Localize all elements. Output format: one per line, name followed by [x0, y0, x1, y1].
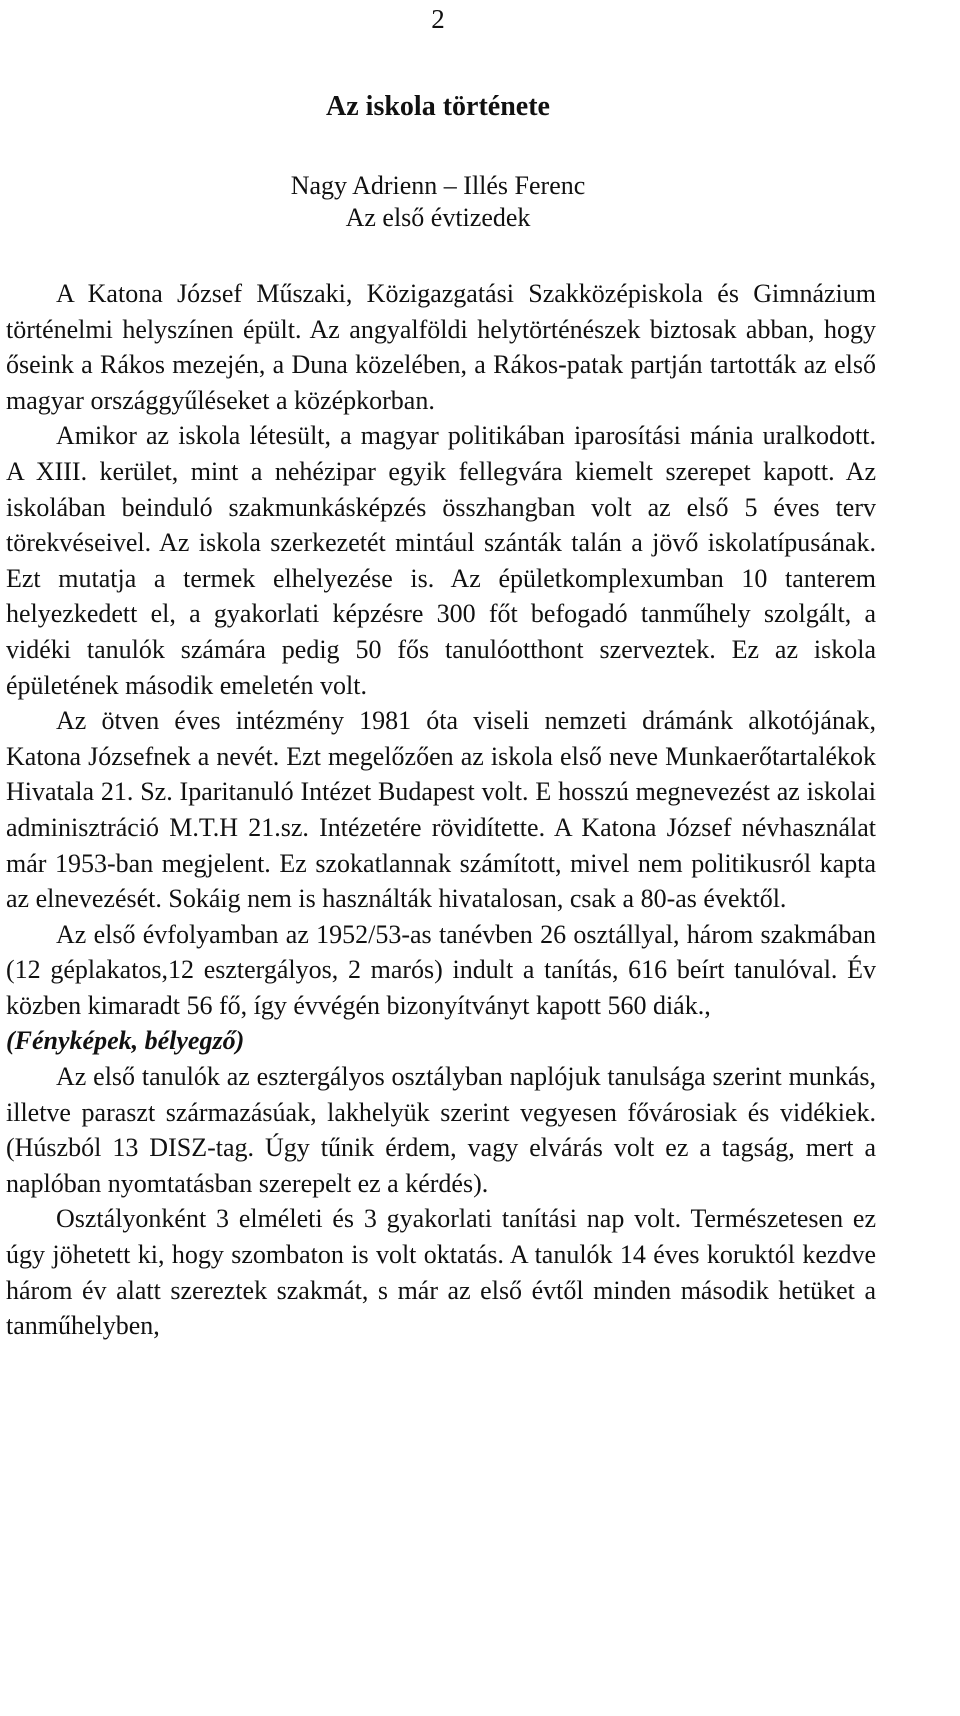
paragraph-4: Az első évfolyamban az 1952/53-as tanévben 26 osztállyal, három szakmában (12 géplakatos,12 esztergályos, 2 marós) indult a tanítás, 616 beírt tanulóval. Év közben kimaradt 56 fő, így évvégén bizonyítványt kapott 560 diák.,: [6, 919, 876, 1020]
page-title: Az iskola története: [326, 91, 550, 122]
paragraph-3: Az ötven éves intézmény 1981 óta viseli nemzeti drámánk alkotójának, Katona Józsefnek a nevét. Ezt megelőzően az iskola első neve Munkaerőtartalékok Hivatala 21. Sz. Iparitanuló Intézet Budapest volt. E hosszú megnevezést az iskolai adminisztráció M.T.H 21.sz. Intézetére rövidítette. A Katona József névhasználat már 1953-ban megjelent. Ez szokatlannak számított, mivel nem politikusról kapta az elnevezését. Sokáig nem is használták hivatalosan, csak a 80-as évektől.: [6, 706, 876, 914]
page-number: 2: [431, 4, 445, 34]
photo-caption: (Fényképek, bélyegző): [6, 1026, 245, 1056]
article-body: [6, 276, 876, 1344]
paragraph-6: Osztályonként 3 elméleti és 3 gyakorlati tanítási nap volt. Természetesen ez úgy jöhetett ki, hogy szombaton is volt oktatás. A tanulók 14 éves koruktól kezdve három év alatt szereztek szakmát, s már az első évtől minden második hetüket a tanműhelyben,: [6, 1204, 876, 1341]
paragraph-1: A Katona József Műszaki, Közigazgatási Szakközépiskola és Gimnázium történelmi helyszínen épült. Az angyalföldi helytörténészek biztosak abban, hogy őseink a Rákos mezején, a Duna közelében, a Rákos-patak partján tartották az első magyar országgyűléseket a középkorban.: [6, 279, 876, 415]
paragraph-5: Az első tanulók az esztergályos osztályban naplójuk tanulsága szerint munkás, illetve paraszt származásúak, lakhelyük szerint vegyesen fővárosiak és vidékiek. (Húszból 13 DISZ-tag. Úgy tűnik érdem, vagy elvárás volt ez a tagság, mert a naplóban nyomtatásban szerepelt ez a kérdés).: [6, 1062, 876, 1198]
subtitle: Az első évtizedek: [345, 203, 531, 232]
paragraph-2: Amikor az iskola létesült, a magyar politikában iparosítási mánia uralkodott. A XIII. kerület, mint a nehézipar egyik fellegvára kiemelt szerepet kapott. Az iskolában beinduló szakmunkásképzés összhangban volt az első 5 éves terv törekvéseivel. Az iskola szerkezetét mintául szánták talán a jövő iskolatípusának. Ezt mutatja a termek elhelyezése is. Az épületkomplexumban 10 tanterem helyezkedett el, a gyakorlati képzésre 300 főt befogadó tanműhely szolgált, a vidéki tanulók számára pedig 50 fős tanulóotthont szerveztek. Ez az iskola épületének második emeletén volt.: [6, 421, 876, 700]
authors: Nagy Adrienn – Illés Ferenc: [290, 171, 586, 200]
byline: [0, 170, 876, 234]
